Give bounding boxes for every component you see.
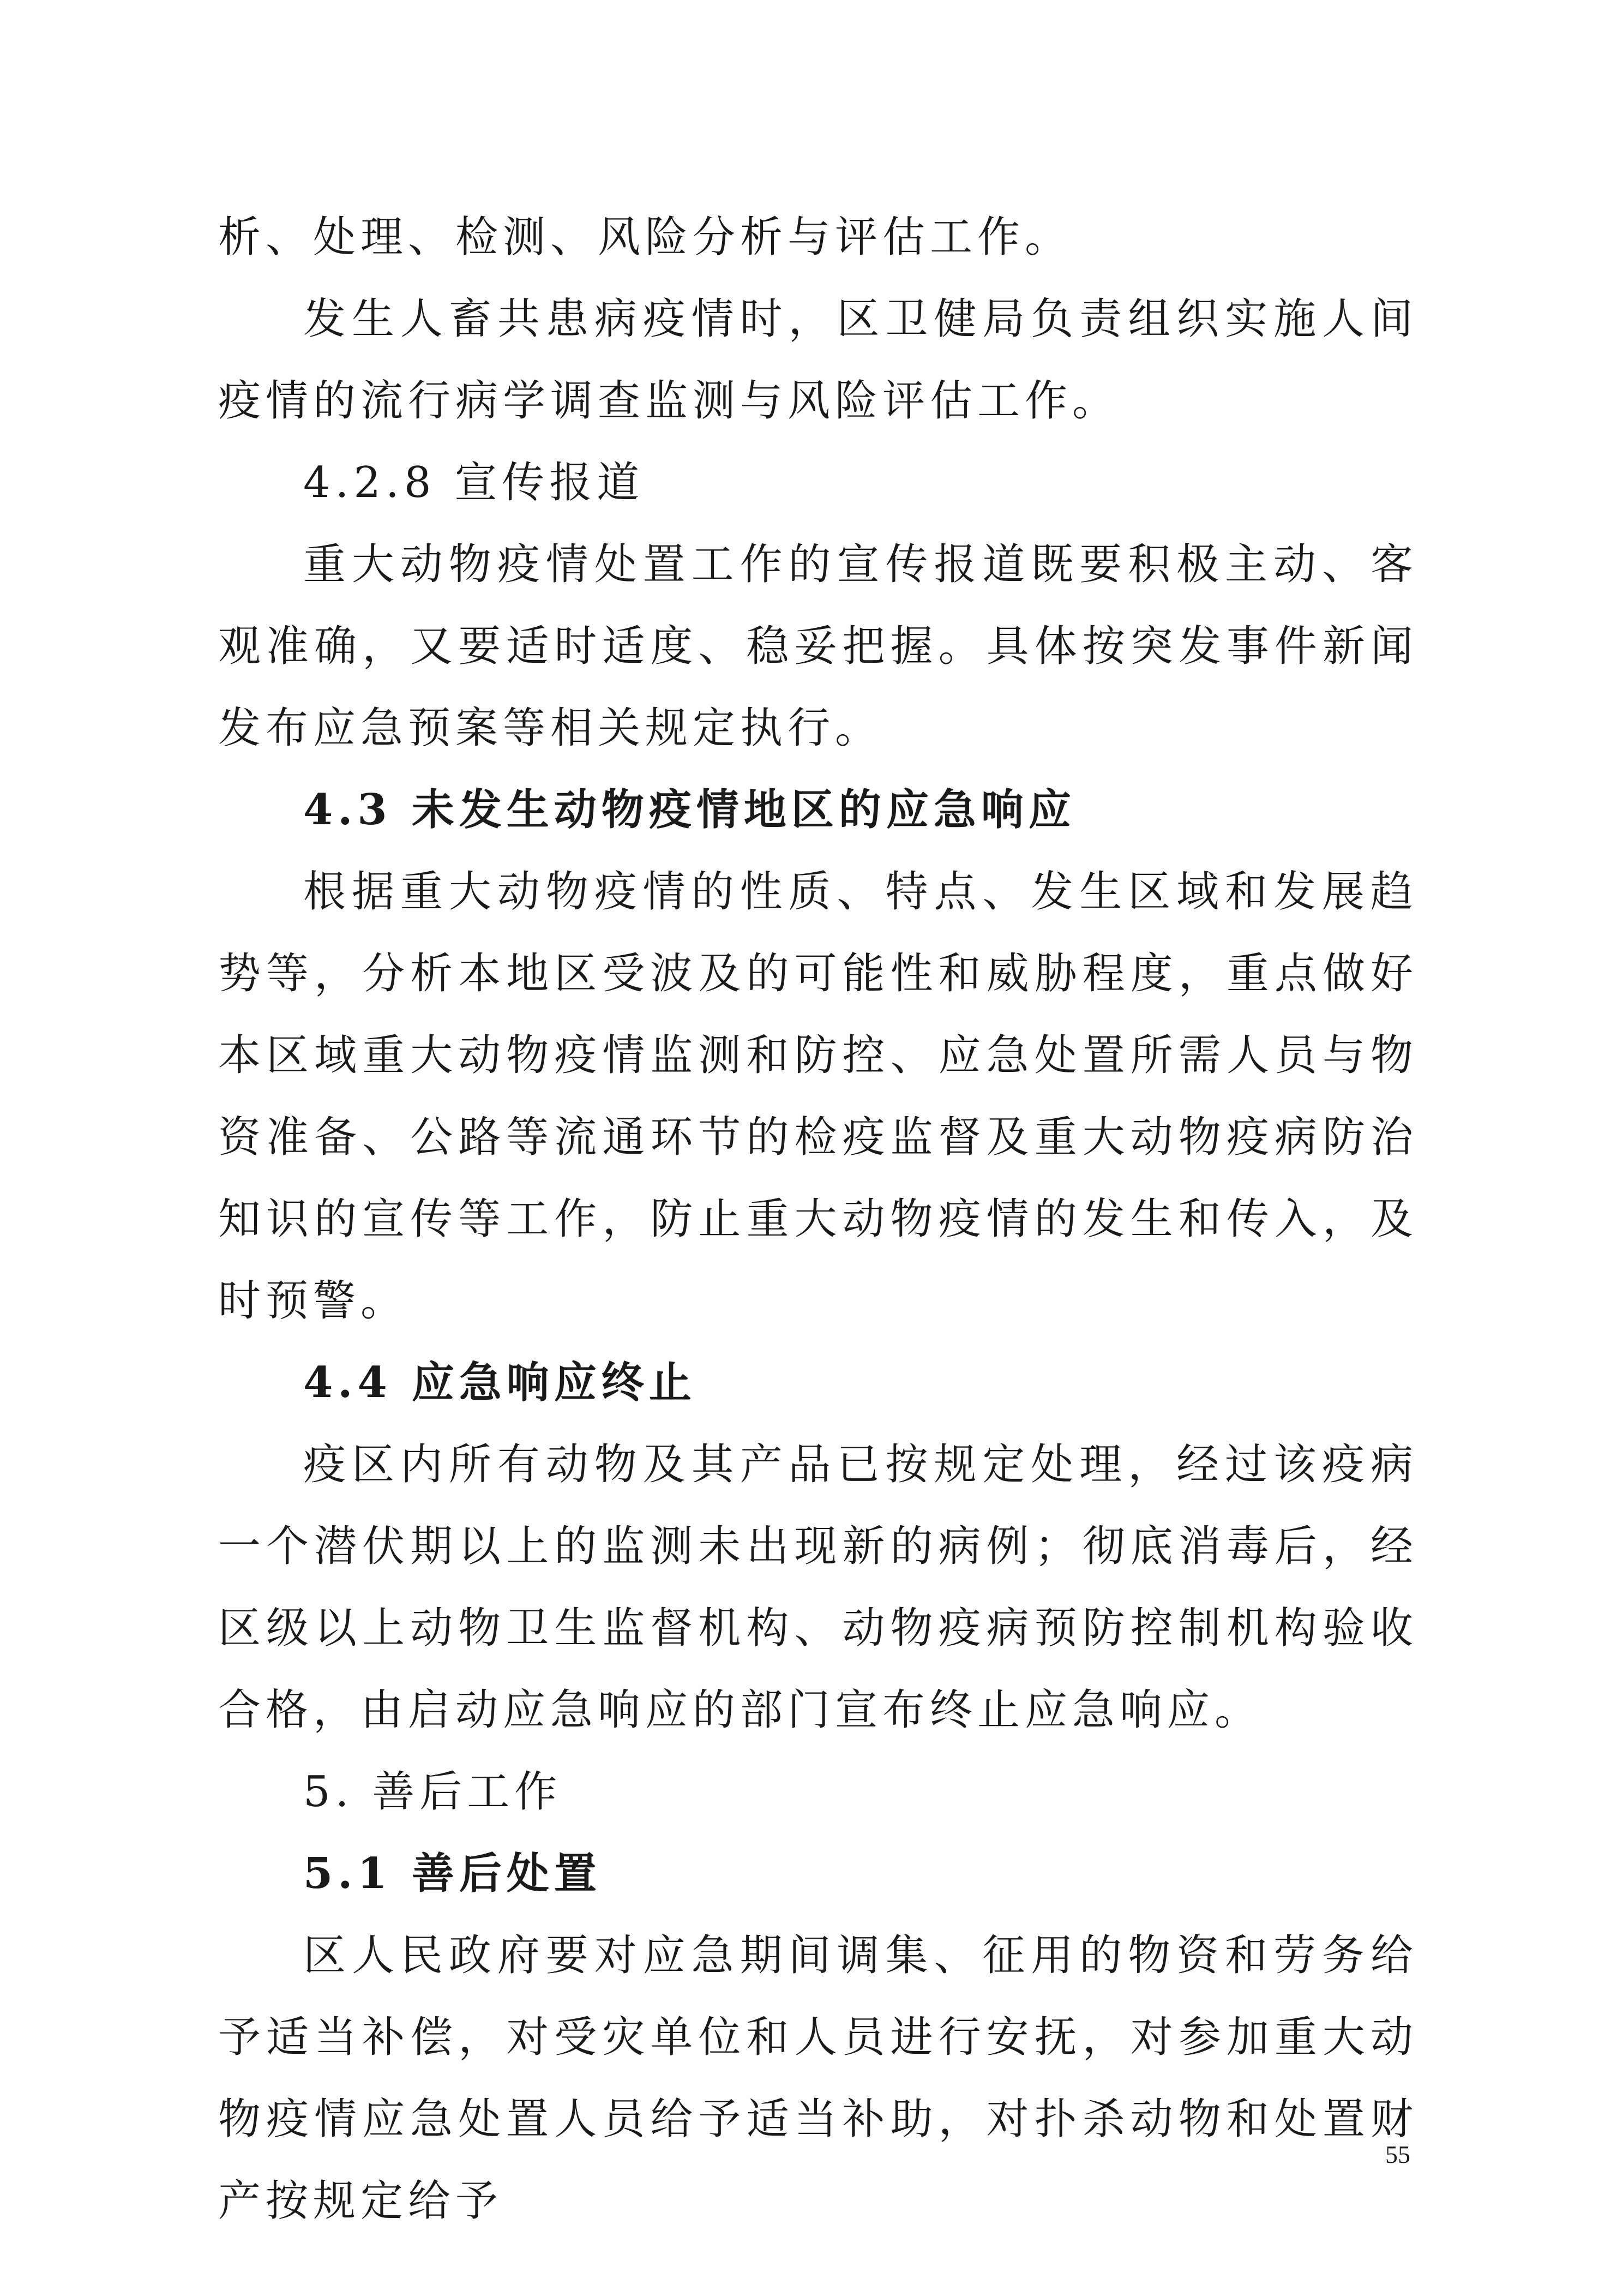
heading-5: 5. 善后工作 (303, 1767, 562, 1817)
document-body (218, 196, 1418, 2242)
paragraph-aftermath: 区人民政府要对应急期间调集、征用的物资和劳务给予适当补偿，对受灾单位和人员进行安抚，对参加重大动物疫情应急处置人员给予适当补助，对扑杀动物和处置财产按规定给予 (218, 1931, 1418, 2226)
subheading-4-2-8: 4.2.8 宣传报道 (303, 458, 645, 507)
paragraph-unaffected-areas: 根据重大动物疫情的性质、特点、发生区域和发展趋势等，分析本地区受波及的可能性和威胁程度，重点做好本区域重大动物疫情监测和防控、应急处置所需人员与物资准备、公路等流通环节的检疫监督及重大动物疫病防治知识的宣传等工作，防止重大动物疫情的发生和传入，及时预警。 (218, 867, 1418, 1326)
paragraph-publicity: 重大动物疫情处置工作的宣传报道既要积极主动、客观准确，又要适时适度、稳妥把握。具体按突发事件新闻发布应急预案等相关规定执行。 (218, 540, 1418, 753)
heading-4-3: 4.3 未发生动物疫情地区的应急响应 (303, 785, 1076, 835)
paragraph-zoonosis: 发生人畜共患病疫情时，区卫健局负责组织实施人间疫情的流行病学调查监测与风险评估工作。 (218, 295, 1418, 425)
page-number: 55 (1385, 2141, 1410, 2168)
heading-4-4: 4.4 应急响应终止 (303, 1358, 696, 1407)
continuation-text: 析、处理、检测、风险分析与评估工作。 (218, 213, 1073, 262)
paragraph-response-termination: 疫区内所有动物及其产品已按规定处理，经过该疫病一个潜伏期以上的监测未出现新的病例；彻底消毒后，经区级以上动物卫生监督机构、动物疫病预防控制机构验收合格，由启动应急响应的部门宣布终止应急响应。 (218, 1440, 1418, 1735)
heading-5-1: 5.1 善后处置 (303, 1849, 602, 1898)
